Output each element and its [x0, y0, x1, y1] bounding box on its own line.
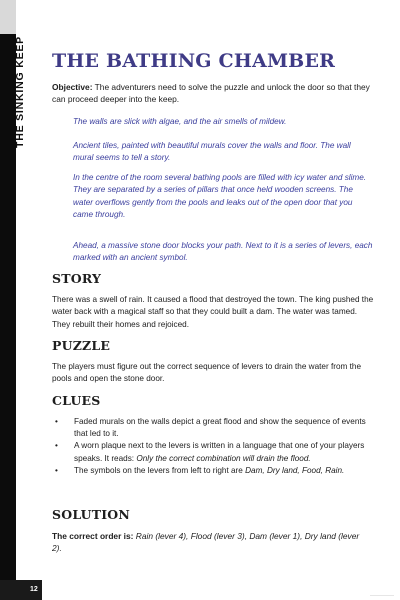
puzzle-text: The players must figure out the correct sequence of levers to drain the water from the pools and open the stone door.: [52, 362, 362, 384]
clues-heading: CLUES: [52, 393, 101, 408]
clues-list: [52, 416, 372, 477]
solution-heading: SOLUTION: [52, 507, 130, 522]
readaloud-paragraph-2: Ancient tiles, painted with beautiful murals cover the walls and floor. The wall mural seems to tell a story.: [73, 141, 351, 163]
page-number: 12: [30, 586, 38, 593]
bullet-marker: •: [55, 441, 58, 451]
readaloud-paragraph-1: The walls are slick with algae, and the air smells of mildew.: [73, 117, 287, 126]
solution-paragraph: [52, 530, 370, 555]
clue-quote: Only the correct combination will drain the flood.: [136, 453, 311, 463]
readaloud-paragraph-3: In the centre of the room several bathing pools are filled with icy water and slime. They are separated by a series of pillars that once held wooden screens. The water overflows gently from the pools and leaks out of the open door that you came through.: [73, 173, 367, 220]
page-title: THE BATHING CHAMBER: [52, 50, 336, 72]
clue-item: [52, 416, 372, 440]
story-heading: STORY: [52, 271, 102, 286]
objective-label: Objective:: [52, 82, 93, 92]
objective-paragraph: [52, 81, 370, 106]
solution-text: Rain (lever 4), Flood (lever 3), Dam (lever 1), Dry land (lever 2).: [52, 531, 360, 554]
objective-text: The adventurers need to solve the puzzle and unlock the door so that they can proceed deeper into the keep.: [52, 82, 370, 105]
bullet-marker: •: [55, 417, 58, 426]
clue-symbols: Dam, Dry land, Food, Rain.: [245, 465, 345, 475]
clue-item: [52, 440, 372, 464]
solution-label: The correct order is:: [52, 531, 134, 541]
clue-text: Faded murals on the walls depict a great flood and show the sequence of events that led to it.: [74, 417, 366, 439]
clue-text: The symbols on the levers from left to right are: [74, 465, 246, 475]
clue-text: A worn plaque next to the levers is written in a language that one of your players speaks. It reads:: [74, 441, 365, 463]
bullet-marker: •: [55, 465, 58, 475]
corner-mark: [370, 595, 394, 596]
readaloud-paragraph-4: Ahead, a massive stone door blocks your path. Next to it is a series of levers, each marked with an ancient symbol.: [73, 241, 373, 263]
puzzle-heading: PUZZLE: [52, 338, 111, 353]
sidebar-title: THE SINKING KEEP: [14, 36, 26, 148]
clue-item: [52, 465, 372, 477]
story-text: There was a swell of rain. It caused a flood that destroyed the town. The king pushed the water back with a magical staff so that they could built a dam. The water was tamed. They rebuilt their homes and rejoiced.: [52, 295, 374, 329]
